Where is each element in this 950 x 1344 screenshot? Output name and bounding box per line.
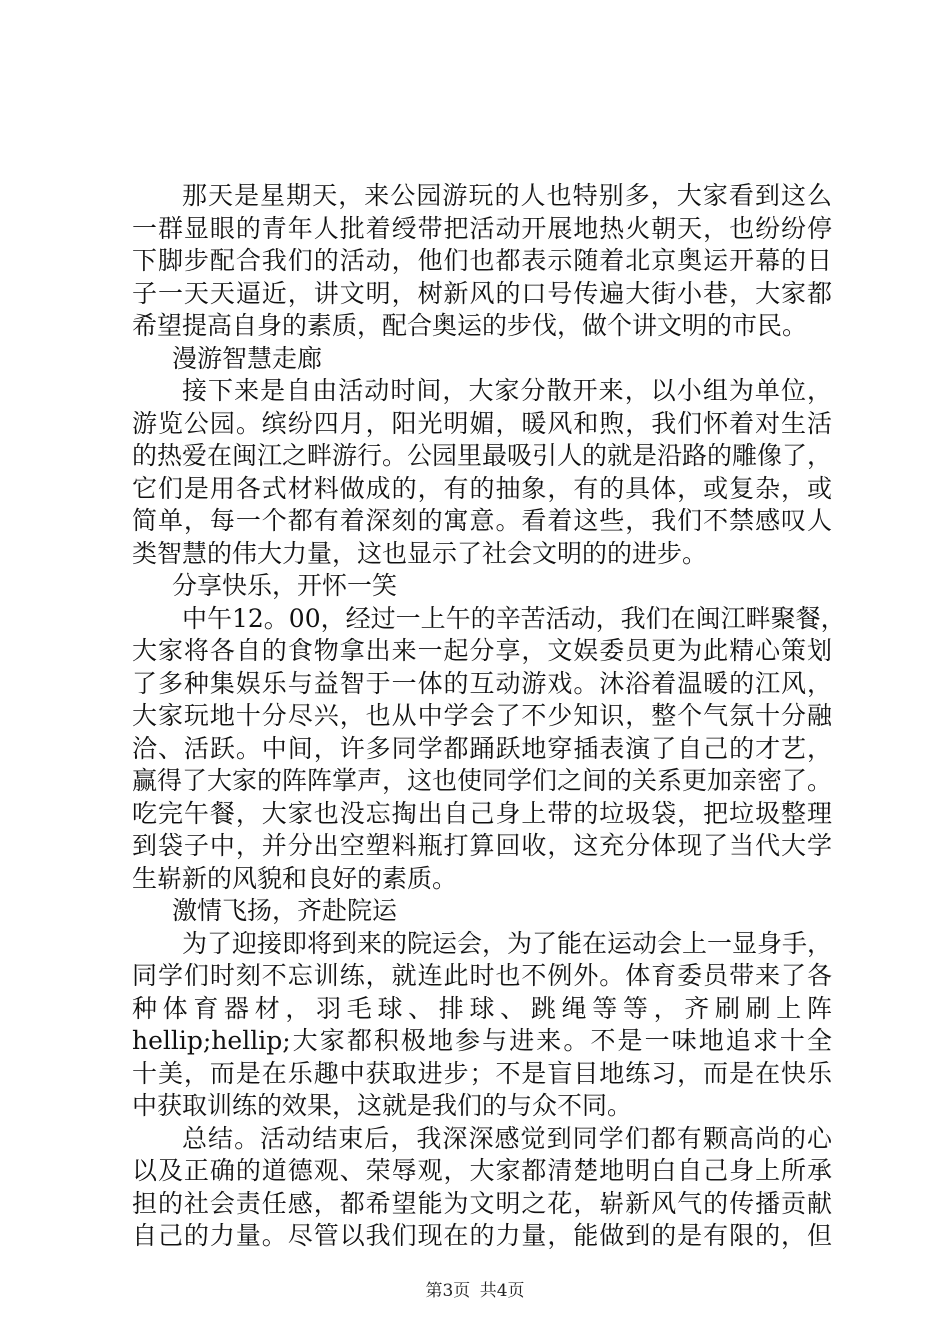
text-line: hellip;hellip;大家都积极地参与进来。不是一味地追求十全	[132, 1026, 832, 1055]
document-body	[132, 180, 846, 1253]
section-heading	[132, 895, 832, 928]
text-line: 自己的力量。尽管以我们现在的力量，能做到的是有限的，但	[132, 1221, 832, 1250]
text-line: 游览公园。缤纷四月，阳光明媚，暖风和煦，我们怀着对生活	[132, 408, 832, 438]
text-line: 洽、活跃。中间，许多同学都踊跃地穿插表演了自己的才艺，	[132, 733, 832, 763]
text-line: 同学们时刻不忘训练，就连此时也不例外。体育委员带来了各	[132, 961, 832, 990]
text-line: 那天是星期天，来公园游玩的人也特别多，大家看到这么	[182, 181, 832, 210]
heading-text: 分享快乐，开怀一笑	[172, 571, 398, 600]
section-heading	[132, 343, 832, 376]
paragraph	[132, 180, 832, 343]
text-line: 赢得了大家的阵阵掌声，这也使同学们之间的关系更加亲密了。	[132, 766, 833, 795]
text-line: 中获取训练的效果，这就是我们的与众不同。	[132, 1091, 633, 1120]
text-line: 中午12。00，经过一上午的辛苦活动，我们在闽江畔聚餐，	[182, 603, 846, 633]
heading-text: 漫游智慧走廊	[172, 343, 323, 373]
text-line: 担的社会责任感，都希望能为文明之花，崭新风气的传播贡献	[132, 1188, 832, 1218]
text-line: 了多种集娱乐与益智于一体的互动游戏。沐浴着温暖的江风，	[132, 668, 832, 698]
page-total: 共4页	[479, 1281, 525, 1301]
text-line: 大家将各自的食物拿出来一起分享，文娱委员更为此精心策划	[132, 636, 832, 665]
text-line: 种体育器材，羽毛球、排球、跳绳等等，齐刷刷上阵	[132, 993, 832, 1023]
text-line: 生崭新的风貌和良好的素质。	[132, 863, 458, 893]
text-line: 总结。活动结束后，我深深感觉到同学们都有颗高尚的心	[182, 1123, 832, 1153]
text-line: 类智慧的伟大力量，这也显示了社会文明的的进步。	[132, 538, 708, 568]
paragraph	[132, 603, 846, 896]
text-line: 希望提高自身的素质，配合奥运的步伐，做个讲文明的市民。	[132, 311, 808, 340]
section-heading	[132, 570, 832, 603]
text-line: 它们是用各式材料做成的，有的抽象，有的具体，或复杂，或	[132, 473, 832, 503]
text-line: 为了迎接即将到来的院运会，为了能在运动会上一显身手，	[182, 928, 833, 958]
text-line: 到袋子中，并分出空塑料瓶打算回收，这充分体现了当代大学	[132, 831, 832, 860]
text-line: 吃完午餐，大家也没忘掏出自己身上带的垃圾袋，把垃圾整理	[132, 798, 832, 828]
heading-text: 激情飞扬，齐赴院运	[172, 896, 398, 925]
text-line: 的热爱在闽江之畔游行。公园里最吸引人的就是沿路的雕像了，	[132, 441, 833, 470]
paragraph	[132, 375, 832, 570]
text-line: 十美，而是在乐趣中获取进步；不是盲目地练习，而是在快乐	[132, 1058, 832, 1088]
text-line: 子一天天逼近，讲文明，树新风的口号传遍大街小巷，大家都	[132, 278, 832, 308]
text-line: 下脚步配合我们的活动，他们也都表示随着北京奥运开幕的日	[132, 246, 832, 275]
page-footer	[0, 1276, 950, 1301]
text-line: 简单，每一个都有着深刻的寓意。看着这些，我们不禁感叹人	[132, 506, 832, 535]
text-line: 接下来是自由活动时间，大家分散开来，以小组为单位，	[182, 376, 832, 405]
text-line: 一群显眼的青年人批着绶带把活动开展地热火朝天，也纷纷停	[132, 213, 832, 243]
paragraph	[132, 928, 832, 1123]
text-line: 大家玩地十分尽兴，也从中学会了不少知识，整个气氛十分融	[132, 701, 832, 730]
paragraph	[132, 1123, 832, 1253]
text-line: 以及正确的道德观、荣辱观，大家都清楚地明白自己身上所承	[132, 1156, 832, 1185]
page-number: 第3页	[425, 1281, 471, 1301]
